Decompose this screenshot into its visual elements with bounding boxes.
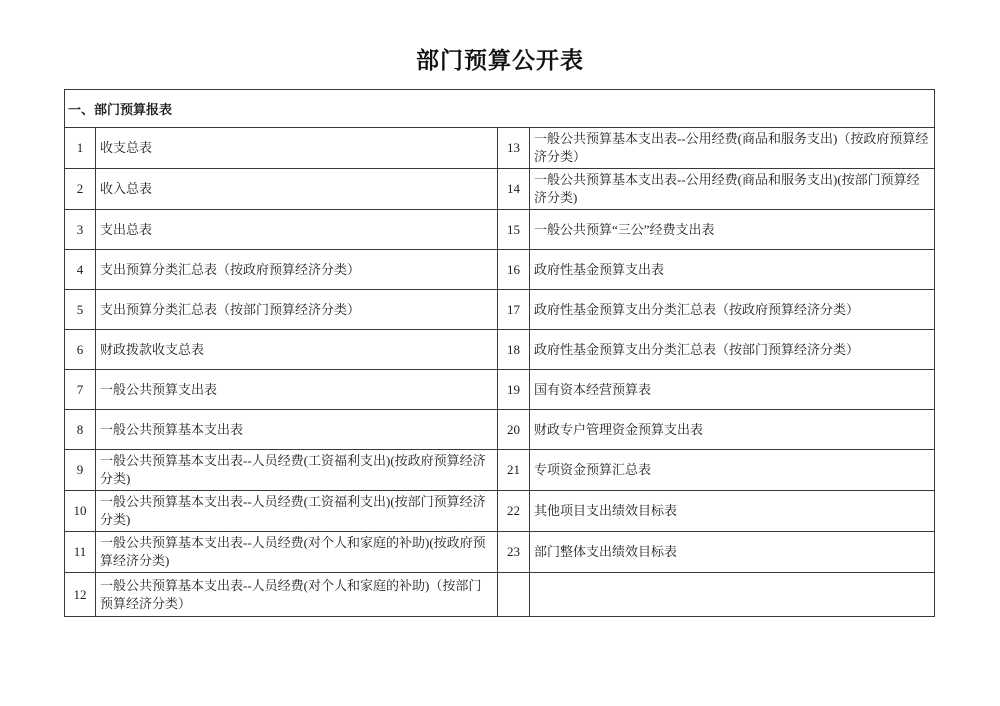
report-name-cell: 一般公共预算“三公”经费支出表 [530,210,935,250]
report-name-cell: 国有资本经营预算表 [530,370,935,410]
page-title: 部门预算公开表 [416,48,584,73]
table-row [65,210,935,250]
report-name-cell: 一般公共预算基本支出表--公用经费(商品和服务支出)（按政府预算经济分类） [530,128,935,169]
report-name-cell: 一般公共预算基本支出表 [96,410,498,450]
section-header: 一、部门预算报表 [65,90,935,128]
report-name-cell: 其他项目支出绩效目标表 [530,491,935,532]
report-name-cell: 政府性基金预算支出分类汇总表（按政府预算经济分类） [530,290,935,330]
row-number-cell: 1 [65,128,96,169]
table-row [65,491,935,532]
row-number-cell: 21 [498,450,530,491]
row-number-cell: 11 [65,532,96,573]
report-name-cell: 政府性基金预算支出表 [530,250,935,290]
row-number-cell: 15 [498,210,530,250]
row-number-cell: 7 [65,370,96,410]
row-number-cell: 19 [498,370,530,410]
table-row [65,410,935,450]
report-name-cell [530,573,935,617]
row-number-cell: 18 [498,330,530,370]
row-number-cell: 13 [498,128,530,169]
report-name-cell: 一般公共预算基本支出表--人员经费(对个人和家庭的补助)(按政府预算经济分类) [96,532,498,573]
report-name-cell: 一般公共预算基本支出表--人员经费(工资福利支出)(按政府预算经济分类) [96,450,498,491]
report-name-cell: 支出预算分类汇总表（按部门预算经济分类） [96,290,498,330]
report-name-cell: 支出预算分类汇总表（按政府预算经济分类） [96,250,498,290]
report-name-cell: 一般公共预算基本支出表--人员经费(工资福利支出)(按部门预算经济分类) [96,491,498,532]
report-name-cell: 部门整体支出绩效目标表 [530,532,935,573]
report-name-cell: 一般公共预算基本支出表--人员经费(对个人和家庭的补助)（按部门预算经济分类） [96,573,498,617]
report-name-cell: 一般公共预算基本支出表--公用经费(商品和服务支出)(按部门预算经济分类) [530,169,935,210]
row-number-cell: 14 [498,169,530,210]
row-number-cell [498,573,530,617]
table-row [65,450,935,491]
report-name-cell: 一般公共预算支出表 [96,370,498,410]
row-number-cell: 23 [498,532,530,573]
table-row [65,169,935,210]
row-number-cell: 6 [65,330,96,370]
row-number-cell: 17 [498,290,530,330]
row-number-cell: 12 [65,573,96,617]
table-row [65,532,935,573]
report-name-cell: 支出总表 [96,210,498,250]
budget-report-table [64,89,935,617]
row-number-cell: 16 [498,250,530,290]
row-number-cell: 20 [498,410,530,450]
report-name-cell: 财政专户管理资金预算支出表 [530,410,935,450]
report-name-cell: 财政拨款收支总表 [96,330,498,370]
row-number-cell: 4 [65,250,96,290]
row-number-cell: 2 [65,169,96,210]
table-row [65,573,935,617]
row-number-cell: 5 [65,290,96,330]
row-number-cell: 9 [65,450,96,491]
table-row [65,290,935,330]
table-row [65,330,935,370]
section-header-row [65,90,935,128]
report-name-cell: 收支总表 [96,128,498,169]
report-name-cell: 收入总表 [96,169,498,210]
report-name-cell: 政府性基金预算支出分类汇总表（按部门预算经济分类） [530,330,935,370]
row-number-cell: 8 [65,410,96,450]
report-name-cell: 专项资金预算汇总表 [530,450,935,491]
table-row [65,250,935,290]
table-row [65,128,935,169]
row-number-cell: 3 [65,210,96,250]
table-row [65,370,935,410]
row-number-cell: 10 [65,491,96,532]
row-number-cell: 22 [498,491,530,532]
